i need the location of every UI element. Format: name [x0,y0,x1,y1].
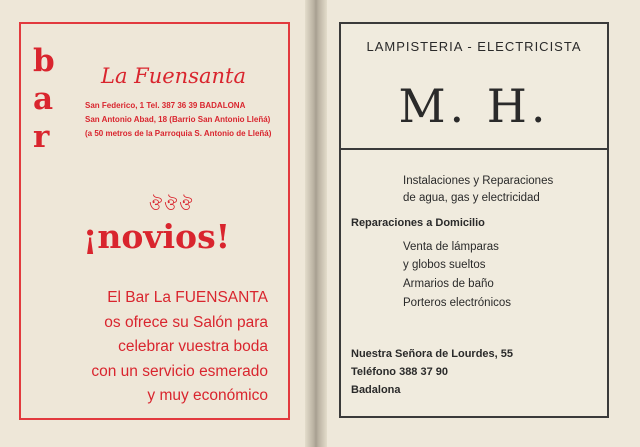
address-line-1: San Federico, 1 Tel. 387 36 39 BADALONA [85,101,246,110]
contact-address: Nuestra Señora de Lourdes, 55 [351,348,513,360]
services-line-1: Instalaciones y Reparaciones [403,175,554,187]
product-line-4: Porteros electrónicos [403,297,512,309]
bar-letter-a: a [33,81,54,117]
offer-line-2: os ofrece su Salón para [104,313,268,331]
contact-city: Badalona [351,384,401,396]
mh-electricista-ad [339,22,609,418]
offer-text [91,286,268,409]
bar-fuensanta-ad [19,22,290,420]
services-line-2: de agua, gas y electricidad [403,192,540,204]
address-line-3: (a 50 metros de la Parroquia S. Antonio de Lleñá) [85,129,272,138]
domicile-heading: Reparaciones a Domicilio [351,217,485,229]
product-line-3: Armarios de baño [403,278,494,290]
trade-heading: LAMPISTERIA - ELECTRICISTA [366,39,582,54]
ornament-flourish: ঔঔঔ [149,197,195,214]
product-line-1: Venta de lámparas [403,241,499,253]
address-line-2: San Antonio Abad, 18 (Barrio San Antonio Lleñá) [85,115,271,124]
offer-line-1: El Bar La FUENSANTA [107,289,268,306]
bar-letter-b: b [33,43,55,79]
header-divider [341,148,607,150]
headline-novios: ¡novios! [82,217,231,256]
offer-line-4: con un servicio esmerado [91,362,268,380]
product-line-2: y globos sueltos [403,259,486,271]
page-gutter [305,0,327,447]
mh-logo: M. H. [398,79,550,133]
bar-name: La Fuensanta [101,64,246,88]
offer-line-3: celebrar vuestra boda [118,338,268,355]
contact-phone: Teléfono 388 37 90 [351,366,449,378]
bar-letter-r: r [33,119,50,155]
offer-line-5: y muy económico [147,387,268,404]
